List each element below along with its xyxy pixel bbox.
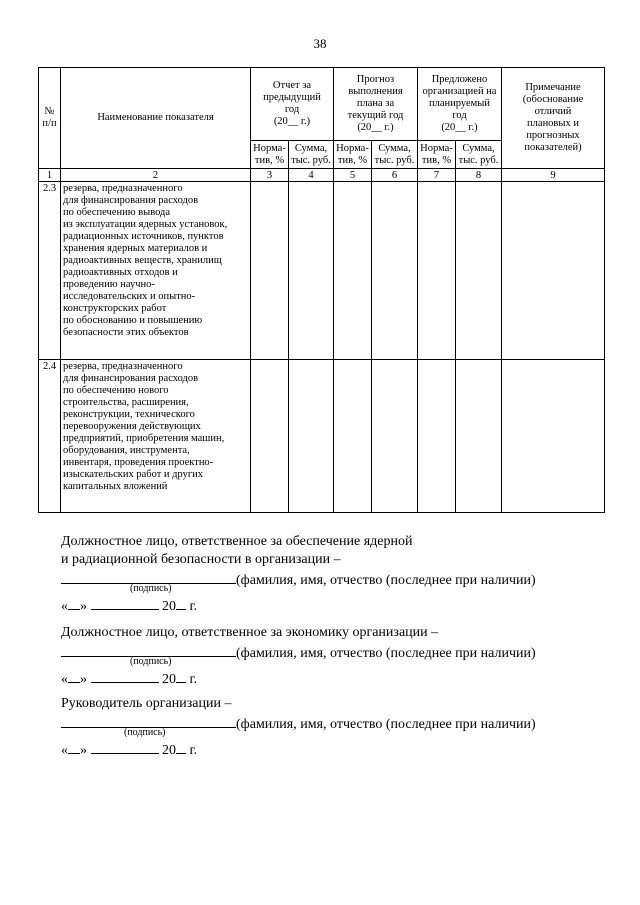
podpis-caption: (подпись) <box>124 727 166 738</box>
empty-cell <box>372 360 418 513</box>
header-group-planned-year: Предложено организацией на планируемый год (20__ г.) <box>418 68 502 141</box>
year-blank[interactable] <box>176 669 186 683</box>
row-description: резерва, предназначенного для финансирования расходов по обеспечению вывода из эксплуатации ядерных установок, радиационных источников, пунктов хранения ядерных материалов и радиоактивных веществ, хранилищ радиоактивных отходов и проведению научно- исследовательских и опытно- конструкторских работ по обоснованию и повышению безопасности этих объектов <box>61 182 251 360</box>
podpis-caption: (подпись) <box>130 656 172 667</box>
row-number: 2.3 <box>39 182 61 360</box>
header-sum: Сумма, тыс. руб. <box>372 141 418 169</box>
year-blank[interactable] <box>176 596 186 610</box>
signature-blank[interactable] <box>61 643 236 657</box>
header-norm: Норма- тив, % <box>334 141 372 169</box>
empty-cell <box>251 360 289 513</box>
header-norm: Норма- тив, % <box>251 141 289 169</box>
signature-title: Должностное лицо, ответственное за экономику организации – <box>61 625 439 640</box>
fio-label: (фамилия, имя, отчество (последнее при наличии) <box>236 717 536 732</box>
empty-cell <box>334 360 372 513</box>
empty-cell <box>456 360 502 513</box>
header-group-prev-year: Отчет за предыдущий год (20__ г.) <box>251 68 334 141</box>
col-number: 6 <box>372 169 418 182</box>
col-number: 5 <box>334 169 372 182</box>
date-line: « » 20 г. <box>61 740 581 756</box>
col-number: 7 <box>418 169 456 182</box>
podpis-caption: (подпись) <box>130 583 172 594</box>
empty-cell <box>502 360 605 513</box>
report-table <box>38 67 605 513</box>
empty-cell <box>334 182 372 360</box>
empty-cell <box>456 182 502 360</box>
row-description: резерва, предназначенного для финансирования расходов по обеспечению нового строительства, расширения, реконструкции, технического перевооружения действующих предприятий, приобретения машин, оборудования, инструмента, инвентаря, проведения проектно- изыскательских работ и других капитальных вложений <box>61 360 251 513</box>
empty-cell <box>251 182 289 360</box>
header-norm: Норма- тив, % <box>418 141 456 169</box>
col-number: 8 <box>456 169 502 182</box>
date-line: « » 20 г. <box>61 596 581 612</box>
month-blank[interactable] <box>91 740 159 754</box>
month-blank[interactable] <box>91 669 159 683</box>
col-number: 3 <box>251 169 289 182</box>
col-number: 4 <box>289 169 334 182</box>
header-sum: Сумма, тыс. руб. <box>289 141 334 169</box>
col-number: 9 <box>502 169 605 182</box>
day-blank[interactable] <box>68 740 80 754</box>
header-note: Примечание (обоснование отличий плановых и прогнозных показателей) <box>502 68 605 169</box>
empty-cell <box>418 182 456 360</box>
empty-cell <box>289 182 334 360</box>
fio-label: (фамилия, имя, отчество (последнее при наличии) <box>236 646 536 661</box>
table-row <box>39 360 605 513</box>
year-blank[interactable] <box>176 740 186 754</box>
date-line: « » 20 г. <box>61 669 581 685</box>
empty-cell <box>372 182 418 360</box>
signature-block-nuclear-safety <box>61 534 581 612</box>
signature-title: Должностное лицо, ответственное за обеспечение ядерной <box>61 534 413 549</box>
header-sum: Сумма, тыс. руб. <box>456 141 502 169</box>
day-blank[interactable] <box>68 596 80 610</box>
header-num: № п/п <box>39 68 61 169</box>
col-number: 1 <box>39 169 61 182</box>
header-group-current-year: Прогноз выполнения плана за текущий год (20__ г.) <box>334 68 418 141</box>
signature-blank[interactable] <box>61 570 236 584</box>
month-blank[interactable] <box>91 596 159 610</box>
page-number: 38 <box>313 36 327 51</box>
empty-cell <box>502 182 605 360</box>
column-numbers-row <box>39 169 605 182</box>
header-name: Наименование показателя <box>61 68 251 169</box>
row-number: 2.4 <box>39 360 61 513</box>
signature-block-economy <box>61 625 581 685</box>
table-row <box>39 182 605 360</box>
empty-cell <box>418 360 456 513</box>
signature-blank[interactable] <box>61 714 236 728</box>
fio-label: (фамилия, имя, отчество (последнее при наличии) <box>236 573 536 588</box>
col-number: 2 <box>61 169 251 182</box>
signature-block-director <box>61 696 581 756</box>
signature-title: Руководитель организации – <box>61 696 232 711</box>
empty-cell <box>289 360 334 513</box>
signature-title: и радиационной безопасности в организации – <box>61 552 341 567</box>
day-blank[interactable] <box>68 669 80 683</box>
